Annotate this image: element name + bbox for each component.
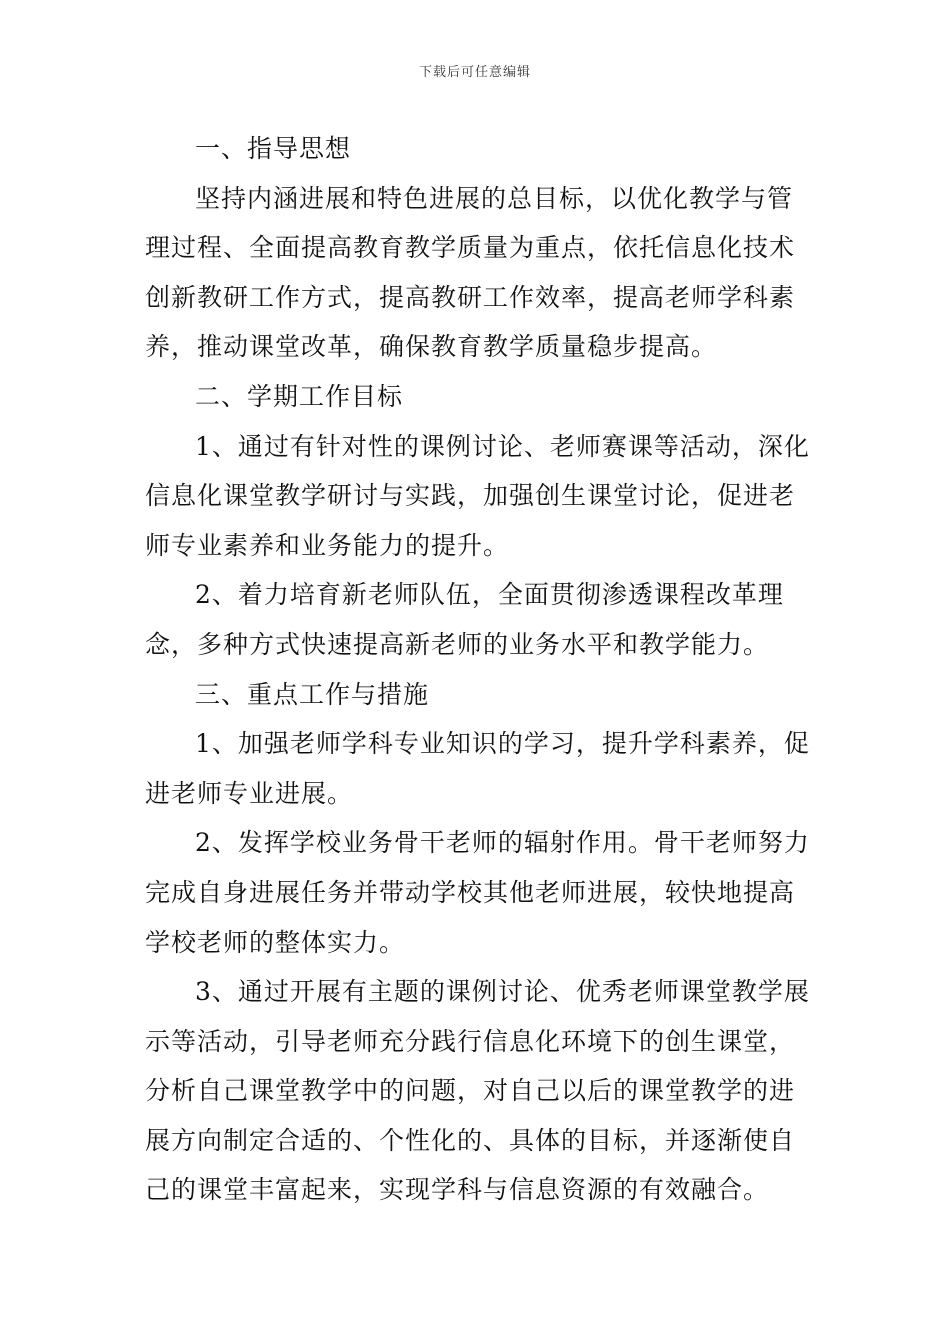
section-heading-key-work: 三、重点工作与措施: [195, 679, 430, 709]
section-heading-semester-goals: 二、学期工作目标: [195, 381, 404, 411]
paragraph-guiding-ideology: 坚持内涵进展和特色进展的总目标，以优化教学与管理过程、全面提高教育教学质量为重点，依托信息化技术创新教研工作方式，提高教研工作效率，提高老师学科素养，推动课堂改革，确保教育教学质量稳步提高。: [145, 183, 796, 362]
paragraph-key-work-3: 3、通过开展有主题的课例讨论、优秀老师课堂教学展示等活动，引导老师充分践行信息化环境下的创生课堂，分析自己课堂教学中的问题，对自己以后的课堂教学的进展方向制定合适的、个性化的、具体的目标，并逐渐使自己的课堂丰富起来，实现学科与信息资源的有效融合。: [145, 977, 810, 1205]
document-body: [145, 124, 810, 1215]
paragraph-goal-1: 1、通过有针对性的课例讨论、老师赛课等活动，深化信息化课堂教学研讨与实践，加强创生课堂讨论，促进老师专业素养和业务能力的提升。: [145, 431, 810, 560]
section-heading-guiding-ideology: 一、指导思想: [195, 134, 352, 163]
header-note: 下载后可任意编辑: [418, 65, 531, 80]
paragraph-goal-2: 2、着力培育新老师队伍，全面贯彻渗透课程改革理念，多种方式快速提高新老师的业务水平和教学能力。: [145, 580, 784, 659]
paragraph-key-work-1: 1、加强老师学科专业知识的学习，提升学科素养，促进老师专业进展。: [145, 729, 810, 808]
paragraph-key-work-2: 2、发挥学校业务骨干老师的辐射作用。骨干老师努力完成自身进展任务并带动学校其他老师进展，较快地提高学校老师的整体实力。: [145, 828, 810, 957]
